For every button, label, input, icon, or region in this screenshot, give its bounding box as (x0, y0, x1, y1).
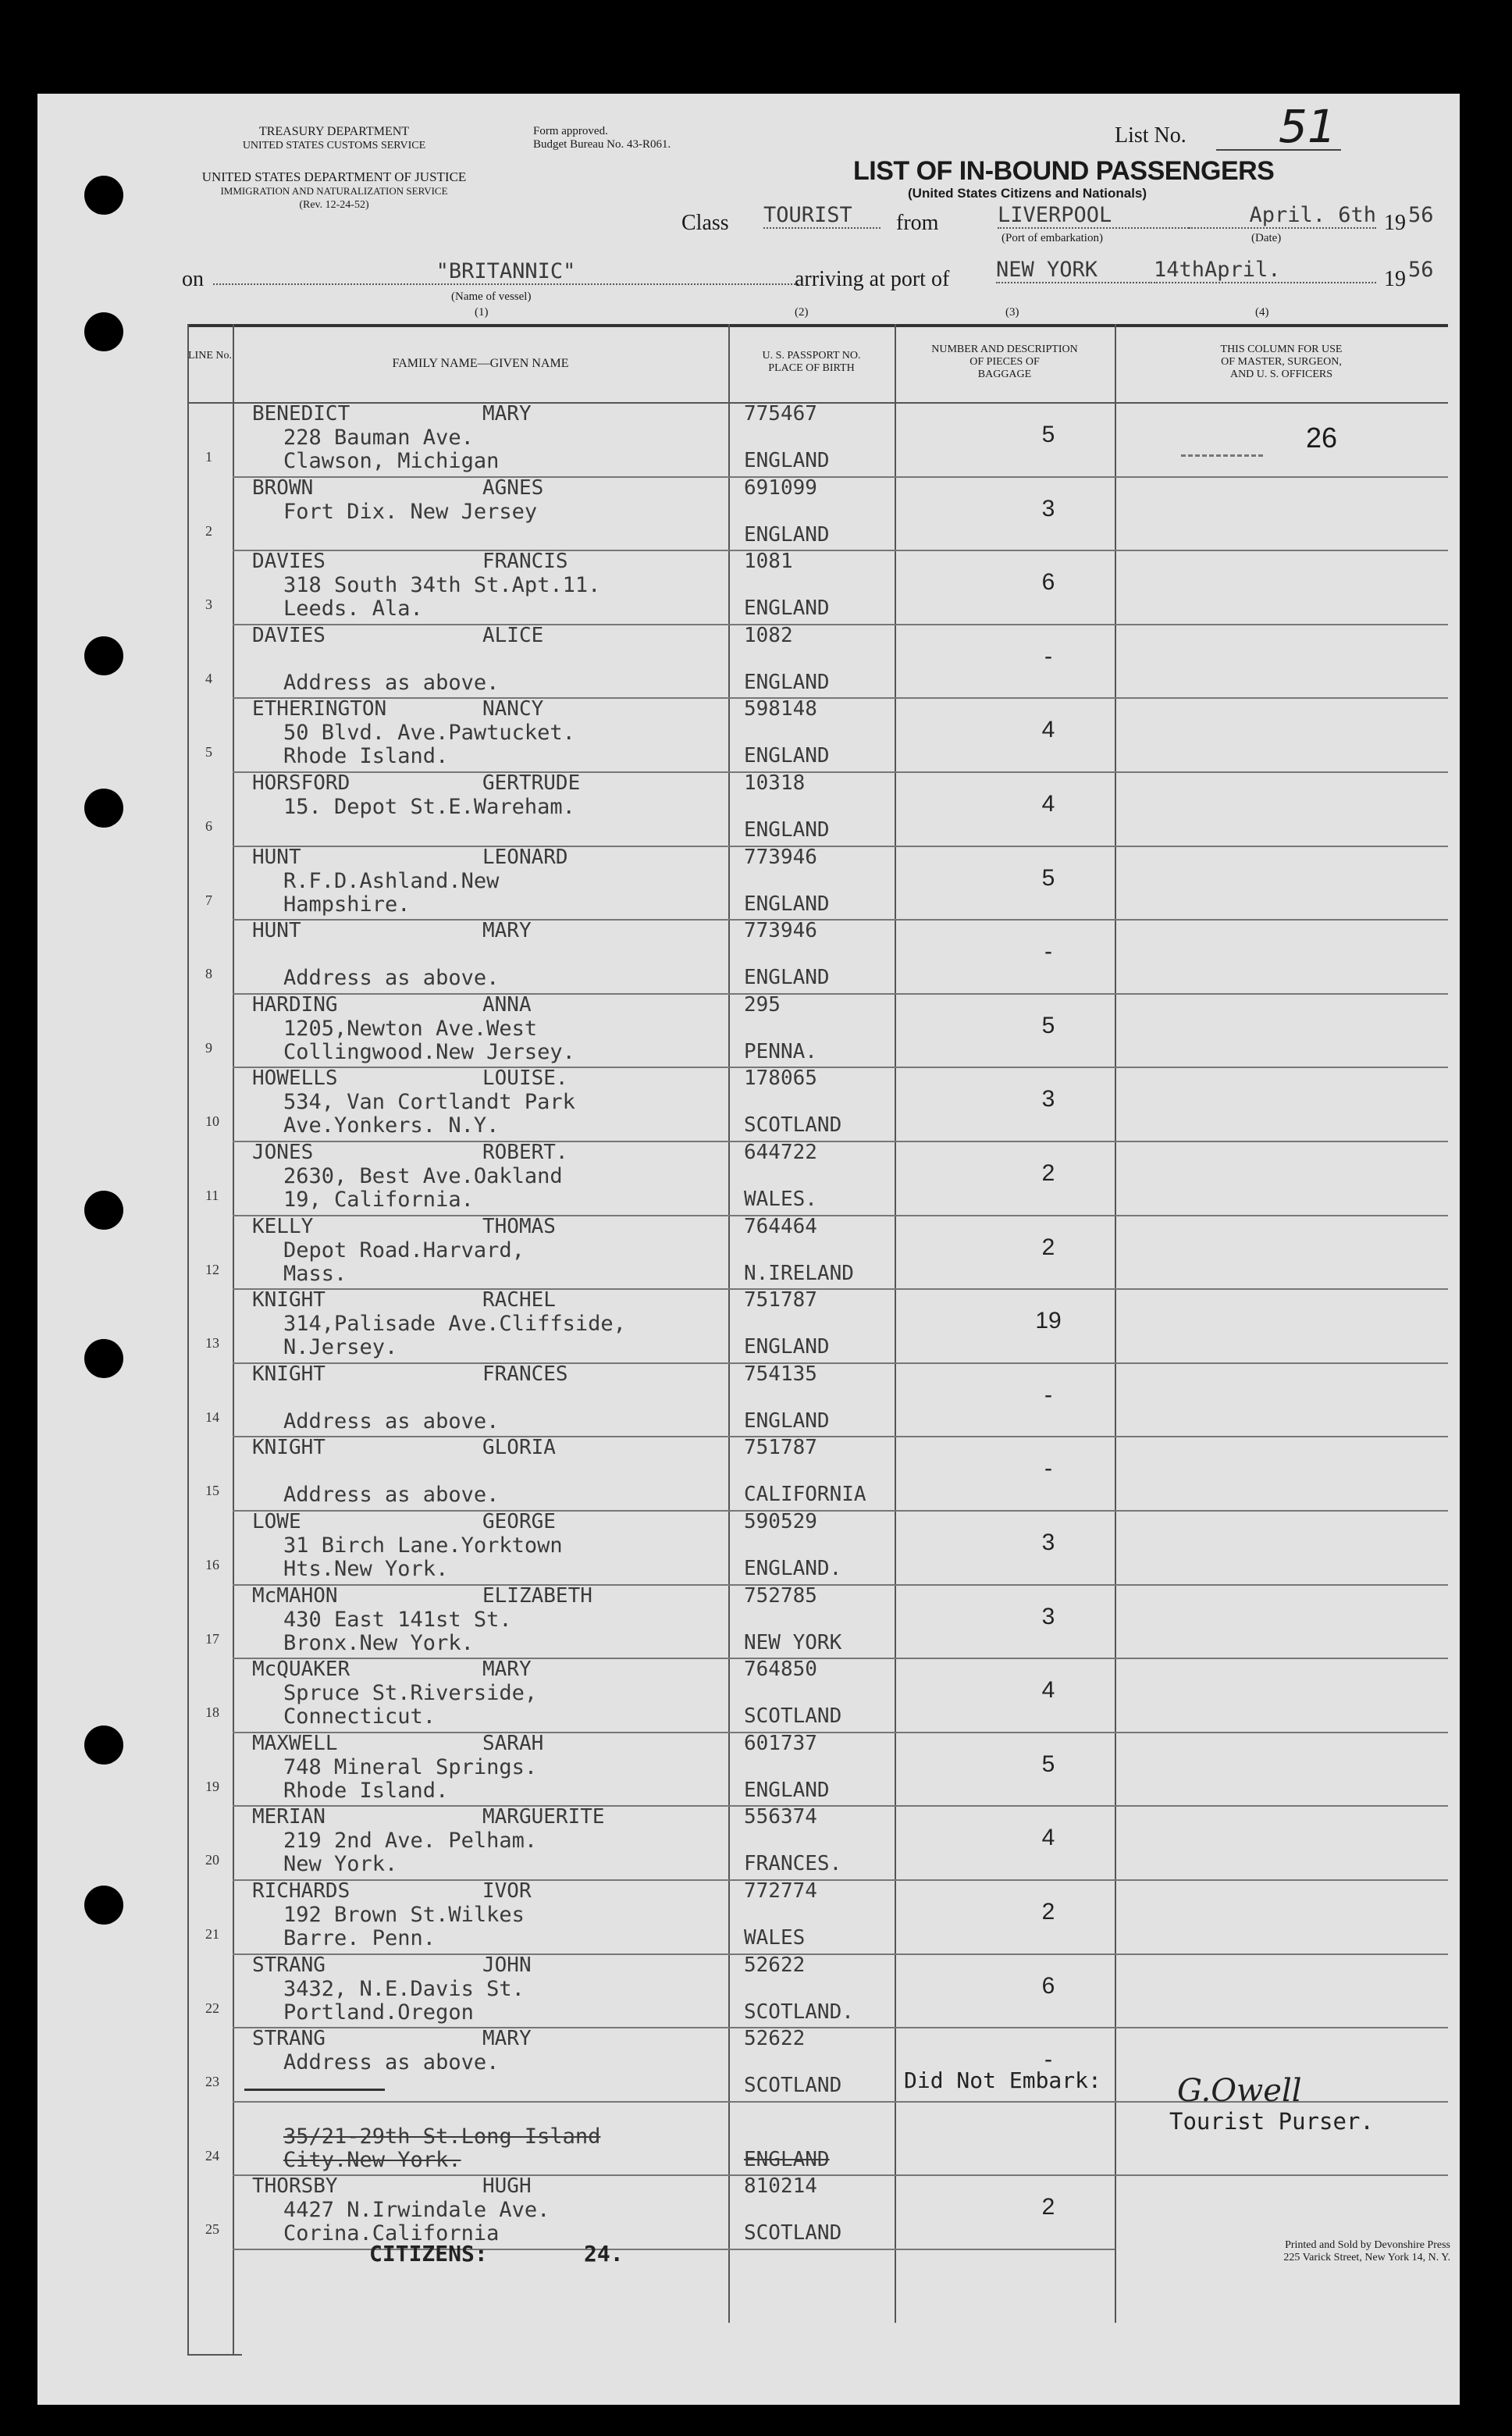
row-family-name: KNIGHT (252, 1362, 326, 1386)
row-place-of-birth: SCOTLAND. (744, 2000, 854, 2024)
row-place-of-birth: ENGLAND (744, 2147, 830, 2171)
row-address-line2: Corina.California (283, 2221, 500, 2246)
punch-hole (84, 1339, 123, 1378)
row-address-line2: Connecticut. (283, 1704, 436, 1729)
row-line-number: 10 (205, 1113, 219, 1130)
row-line-number: 3 (205, 597, 212, 613)
year-prefix-2: 19 (1384, 267, 1406, 291)
row-place-of-birth: ENGLAND (744, 522, 830, 547)
row-line-number: 21 (205, 1926, 219, 1942)
row-line-number: 6 (205, 818, 212, 834)
row-address-line1: 31 Birch Lane.Yorktown (283, 1533, 563, 1558)
row-given-name: RACHEL (482, 1288, 556, 1312)
row-address-line1: 3432, N.E.Davis St. (283, 1976, 525, 2001)
row-address-line2: Rhode Island. (283, 1778, 449, 1803)
row-baggage-count: 5 (1041, 1750, 1055, 1777)
row-line-number: 5 (205, 744, 212, 760)
row-line-number: 23 (205, 2074, 219, 2090)
row-baggage-count: 6 (1041, 569, 1055, 596)
row-baggage-count: - (1044, 643, 1052, 669)
row-place-of-birth: ENGLAND (744, 449, 830, 472)
row-line-number: 11 (205, 1188, 219, 1203)
row-line-number: 22 (205, 2000, 219, 2016)
row-line-number: 15 (205, 1483, 219, 1499)
row-divider (233, 2174, 1448, 2176)
row-divider (233, 1436, 1448, 1437)
date-caption: (Date) (1251, 232, 1282, 244)
from-label: from (896, 211, 939, 235)
row-divider (233, 1362, 1448, 1364)
row-family-name: McQUAKER (252, 1658, 350, 1682)
row-given-name: FRANCIS (482, 550, 568, 574)
row-given-name: JOHN (482, 1953, 532, 1977)
row-address-line2: Portland.Oregon (283, 2000, 474, 2025)
row-place-of-birth: ENGLAND (744, 597, 830, 621)
row-line-number: 12 (205, 1261, 219, 1277)
row-baggage-count: 2 (1041, 1899, 1055, 1925)
row-address-line1: Spruce St.Riverside, (283, 1681, 538, 1706)
year-prefix-1: 19 (1384, 211, 1406, 235)
row-place-of-birth: ENGLAND (744, 670, 830, 694)
row-given-name: ALICE (482, 623, 544, 647)
row-passport-number: 556374 (744, 1805, 817, 1829)
punch-hole (84, 1886, 123, 1925)
row-divider (233, 1067, 1448, 1068)
col-head-passport-2: PLACE OF BIRTH (768, 362, 855, 374)
row-address-line2: Address as above. (283, 670, 500, 695)
row-given-name: MARY (482, 2027, 532, 2051)
row-family-name: KNIGHT (252, 1288, 326, 1312)
row-passport-number: 773946 (744, 845, 817, 869)
row-family-name: MERIAN (252, 1805, 326, 1829)
row-given-name: GERTRUDE (482, 771, 581, 795)
row-given-name: THOMAS (482, 1214, 556, 1238)
col2-num: (2) (795, 306, 809, 319)
row-place-of-birth: ENGLAND (744, 744, 830, 768)
arriving-label: arriving at port of (795, 267, 950, 291)
row-family-name: RICHARDS (252, 1879, 350, 1903)
row-divider (233, 1805, 1448, 1807)
row-address-line1: Fort Dix. New Jersey (283, 499, 538, 524)
row-address-line2: Hampshire. (283, 892, 411, 917)
row-divider (233, 2249, 1115, 2250)
row-baggage-count: 2 (1041, 2194, 1055, 2221)
row-family-name: DAVIES (252, 623, 326, 647)
row-passport-number: 752785 (744, 1583, 817, 1608)
row-divider (233, 1732, 1448, 1733)
row-divider (233, 993, 1448, 995)
row-address-line2: Rhode Island. (283, 744, 449, 769)
row-divider (233, 846, 1448, 847)
row-baggage-count: - (1044, 938, 1052, 965)
row-passport-number: 590529 (744, 1510, 817, 1533)
row-family-name: BENEDICT (252, 402, 350, 426)
row-place-of-birth: ENGLAND (744, 1409, 830, 1433)
row-family-name: HARDING (252, 992, 338, 1017)
row-address-line2: Clawson, Michigan (283, 449, 500, 473)
row-given-name: IVOR (482, 1879, 532, 1903)
row-address-line1: Depot Road.Harvard, (283, 1238, 525, 1263)
row-address-line2: Hts.New York. (283, 1557, 449, 1581)
vessel-value: "BRITANNIC" (213, 259, 799, 285)
row-baggage-count: 2 (1041, 1160, 1055, 1186)
form-title: LIST OF IN-BOUND PASSENGERS (853, 156, 1275, 186)
row-divider (233, 476, 1448, 478)
row-line-number: 17 (205, 1630, 219, 1647)
row-divider (233, 1141, 1448, 1142)
row-passport-number: 810214 (744, 2174, 817, 2199)
row-baggage-count: 4 (1041, 1825, 1055, 1851)
row-passport-number: 178065 (744, 1067, 817, 1091)
row-place-of-birth: PENNA. (744, 1039, 817, 1063)
row-divider (233, 771, 1448, 773)
row-passport-number: 10318 (744, 771, 806, 795)
row-line-number: 9 (205, 1039, 212, 1056)
printer-line1: Printed and Sold by Devonshire Press (1285, 2239, 1450, 2251)
row-place-of-birth: WALES. (744, 1188, 817, 1211)
row-family-name: McMAHON (252, 1583, 338, 1608)
row-family-name: STRANG (252, 1953, 326, 1977)
row-address-line1: 748 Mineral Springs. (283, 1754, 538, 1779)
col-head-passport-1: U. S. PASSPORT NO. (762, 350, 861, 361)
row-address-line1: 15. Depot St.E.Wareham. (283, 795, 575, 819)
printer-line2: 225 Varick Street, New York 14, N. Y. (1283, 2252, 1450, 2263)
justice-line3: (Rev. 12-24-52) (299, 199, 369, 211)
row-passport-number: 1082 (744, 623, 793, 647)
row-baggage-count: - (1044, 2046, 1052, 2073)
col-head-baggage-2: OF PIECES OF (969, 356, 1040, 368)
row-address-line2: Collingwood.New Jersey. (283, 1039, 575, 1064)
from-value: LIVERPOOL (998, 203, 1189, 229)
row-given-name: LOUISE. (482, 1067, 568, 1091)
row-address-line2: New York. (283, 1852, 398, 1877)
row-passport-number: 691099 (744, 475, 817, 500)
dept-header (217, 125, 451, 153)
row-address-line1: 228 Bauman Ave. (283, 426, 474, 450)
col4-num: (4) (1255, 306, 1269, 319)
row-baggage-count: 5 (1041, 422, 1055, 447)
arrival-port: NEW YORK (996, 258, 1152, 283)
row-given-name: MARGUERITE (482, 1805, 605, 1829)
row-divider (233, 550, 1448, 551)
row-address-line2: Address as above. (283, 1483, 500, 1508)
row-address-line2: N.Jersey. (283, 1335, 398, 1360)
list-no-value: 51 (1279, 100, 1336, 153)
row-passport-number: 773946 (744, 919, 817, 943)
row-family-name: KELLY (252, 1214, 314, 1238)
form-approved-line1: Form approved. (533, 125, 608, 137)
col-head-baggage-1: NUMBER AND DESCRIPTION (931, 344, 1078, 355)
row-given-name: ELIZABETH (482, 1583, 592, 1608)
row-baggage-count: 5 (1041, 864, 1055, 891)
row-given-name: MARY (482, 402, 532, 426)
row-baggage-count: 4 (1041, 717, 1055, 743)
row-given-name: MARY (482, 919, 532, 943)
row-given-name: LEONARD (482, 845, 568, 869)
row-family-name: BROWN (252, 475, 314, 500)
row-baggage-count: 3 (1041, 1530, 1055, 1555)
row-place-of-birth: ENGLAND (744, 818, 830, 842)
row-line-number: 7 (205, 892, 212, 908)
row-place-of-birth: SCOTLAND (744, 2074, 842, 2098)
row-family-name: DAVIES (252, 550, 326, 574)
row-baggage-count: 2 (1041, 1234, 1055, 1260)
punch-hole (84, 1726, 123, 1765)
printer-credit (1099, 2239, 1450, 2264)
on-label: on (182, 267, 204, 291)
row-address-line2: Bronx.New York. (283, 1630, 474, 1655)
row-place-of-birth: SCOTLAND (744, 1113, 842, 1138)
row-address-line2: Leeds. Ala. (283, 597, 423, 621)
row-place-of-birth: NEW YORK (744, 1630, 842, 1654)
row-divider (233, 624, 1448, 625)
col-head-baggage (895, 344, 1115, 381)
row-passport-number: 644722 (744, 1141, 817, 1164)
col-head-officers-2: OF MASTER, SURGEON, (1221, 356, 1342, 368)
row-passport-number: 751787 (744, 1436, 817, 1460)
row-passport-number: 764850 (744, 1658, 817, 1682)
row-place-of-birth: CALIFORNIA (744, 1483, 866, 1507)
row-address-line1: 35/21-29th St.Long Island (283, 2124, 601, 2149)
row-place-of-birth: ENGLAND. (744, 1557, 842, 1580)
class-value: TOURIST (763, 203, 881, 229)
row-address-line1: 318 South 34th St.Apt.11. (283, 573, 601, 598)
row-baggage-count: 3 (1041, 1603, 1055, 1629)
row-divider (233, 919, 1448, 921)
form-approved (533, 125, 671, 151)
punch-hole (84, 636, 123, 675)
row-address-line1: 1205,Newton Ave.West (283, 1016, 538, 1041)
row-address-line2: Barre. Penn. (283, 1926, 436, 1950)
row-passport-number: 52622 (744, 2027, 806, 2051)
row-baggage-count: 3 (1041, 1086, 1055, 1113)
did-not-embark: Did Not Embark: (904, 2067, 1101, 2093)
row-line-number: 24 (205, 2147, 219, 2164)
row-given-name: GEORGE (482, 1510, 556, 1533)
row-baggage-count: 5 (1041, 1012, 1055, 1038)
row-passport-number: 775467 (744, 402, 817, 426)
arrival-date: 14thApril. (1154, 258, 1376, 283)
row-address-line2: City.New York. (283, 2147, 461, 2172)
col3-num: (3) (1005, 306, 1019, 319)
row-family-name: JONES (252, 1141, 314, 1164)
row-place-of-birth: WALES (744, 1926, 806, 1950)
row-given-name: ANNA (482, 992, 532, 1017)
row-divider (233, 1658, 1448, 1659)
row-address-line2: Ave.Yonkers. N.Y. (283, 1113, 500, 1138)
col-head-baggage-3: BAGGAGE (977, 369, 1032, 380)
row-place-of-birth: FRANCES. (744, 1852, 842, 1876)
purser-signature: G.Owell (1177, 2073, 1302, 2109)
row-given-name: ROBERT. (482, 1141, 568, 1164)
row-family-name: MAXWELL (252, 1731, 338, 1755)
list-no-label: List No. (1115, 123, 1186, 148)
justice-header (186, 170, 482, 212)
row-divider (233, 1215, 1448, 1216)
row-address-line1: 192 Brown St.Wilkes (283, 1903, 525, 1927)
punch-hole (84, 789, 123, 828)
row-family-name: HOWELLS (252, 1067, 338, 1091)
punch-hole (84, 312, 123, 351)
year-1: 56 (1408, 203, 1434, 227)
col-head-officers (1115, 344, 1448, 381)
row-divider (233, 1584, 1448, 1586)
row-passport-number: 751787 (744, 1288, 817, 1312)
row-family-name: HORSFORD (252, 771, 350, 795)
class-label: Class (681, 211, 729, 235)
officer-mark: 26 (1306, 422, 1338, 454)
row-passport-number: 764464 (744, 1214, 817, 1238)
row-divider (233, 697, 1448, 699)
row-passport-number: 52622 (744, 1953, 806, 1977)
row-address-line1: 534, Van Cortlandt Park (283, 1090, 575, 1115)
vessel-caption: (Name of vessel) (451, 290, 532, 303)
row-family-name: THORSBY (252, 2174, 338, 2199)
row-given-name: NANCY (482, 697, 544, 721)
purser-label: Tourist Purser. (1169, 2108, 1374, 2135)
row-line-number: 8 (205, 966, 212, 982)
row-address-line1: 430 East 141st St. (283, 1607, 512, 1632)
row-place-of-birth: SCOTLAND (744, 1704, 842, 1729)
row-address-line1: 4427 N.Irwindale Ave. (283, 2198, 550, 2223)
row-line-number: 4 (205, 670, 212, 686)
row-line-number: 16 (205, 1557, 219, 1572)
row-baggage-count: 4 (1041, 1677, 1055, 1704)
row-line-number: 1 (205, 449, 212, 465)
form-approved-line2: Budget Bureau No. 43-R061. (533, 138, 671, 151)
punch-hole (84, 176, 123, 215)
row-family-name: LOWE (252, 1510, 301, 1533)
row-address-line1: 219 2nd Ave. Pelham. (283, 1829, 538, 1854)
row-passport-number: 772774 (744, 1879, 817, 1903)
row-baggage-count: 19 (1035, 1308, 1062, 1334)
row-divider (233, 2027, 1448, 2028)
row-baggage-count: 4 (1041, 791, 1055, 817)
row-passport-number: 601737 (744, 1731, 817, 1755)
row-family-name: HUNT (252, 919, 301, 943)
row-given-name: SARAH (482, 1731, 544, 1755)
row-divider (233, 1288, 1448, 1290)
row-place-of-birth: ENGLAND (744, 1778, 830, 1802)
row-place-of-birth: N.IRELAND (744, 1261, 854, 1285)
col-head-officers-1: THIS COLUMN FOR USE (1220, 344, 1343, 355)
passenger-list-form (37, 94, 1460, 2405)
row-baggage-count: 3 (1041, 495, 1055, 522)
justice-line2: IMMIGRATION AND NATURALIZATION SERVICE (220, 185, 448, 197)
col-head-line-no: LINE No. (188, 350, 232, 361)
row-line-number: 14 (205, 1409, 219, 1425)
row-address-line1: Address as above. (283, 2050, 500, 2075)
row-place-of-birth: SCOTLAND (744, 2221, 842, 2245)
row-place-of-birth: ENGLAND (744, 1335, 830, 1359)
struck-name (244, 2089, 385, 2091)
dept-line1: TREASURY DEPARTMENT (258, 125, 410, 138)
row-baggage-count: - (1044, 1455, 1052, 1482)
row-address-line1: 2630, Best Ave.Oakland (283, 1164, 563, 1188)
row-line-number: 25 (205, 2221, 219, 2238)
row-line-number: 2 (205, 522, 212, 539)
row-line-number: 18 (205, 1704, 219, 1721)
date-value: April. 6th (1189, 203, 1376, 229)
row-passport-number: 754135 (744, 1362, 817, 1386)
form-subtitle: (United States Citizens and Nationals) (908, 186, 1147, 201)
row-address-line1: 314,Palisade Ave.Cliffside, (283, 1312, 626, 1337)
row-divider (233, 1510, 1448, 1512)
row-address-line1: R.F.D.Ashland.New (283, 868, 500, 893)
citizens-label: CITIZENS: (369, 2241, 488, 2267)
row-given-name: HUGH (482, 2174, 532, 2199)
row-address-line1: 50 Blvd. Ave.Pawtucket. (283, 721, 575, 746)
row-given-name: FRANCES (482, 1362, 568, 1386)
col-head-officers-3: AND U. S. OFFICERS (1229, 369, 1333, 380)
row-given-name: AGNES (482, 475, 544, 500)
row-divider (233, 1879, 1448, 1881)
col-head-passport (728, 350, 895, 375)
row-place-of-birth: ENGLAND (744, 966, 830, 990)
row-address-line2: Address as above. (283, 966, 500, 991)
vessel-col-num: (1) (475, 306, 489, 319)
row-address-line2: 19, California. (283, 1188, 474, 1212)
row-place-of-birth: ENGLAND (744, 892, 830, 916)
row-line-number: 19 (205, 1778, 219, 1794)
row-family-name: STRANG (252, 2027, 326, 2051)
row-line-number: 20 (205, 1852, 219, 1868)
row-passport-number: 295 (744, 992, 781, 1017)
row-baggage-count: - (1044, 1381, 1052, 1408)
dept-line2: UNITED STATES CUSTOMS SERVICE (242, 140, 426, 151)
year-2: 56 (1408, 258, 1434, 282)
row-passport-number: 1081 (744, 550, 793, 574)
row-given-name: MARY (482, 1658, 532, 1682)
row-family-name: KNIGHT (252, 1436, 326, 1460)
punch-hole (84, 1191, 123, 1230)
row-address-line2: Mass. (283, 1261, 347, 1286)
row-line-number: 13 (205, 1335, 219, 1352)
citizens-count: 24. (584, 2241, 624, 2267)
row-family-name: ETHERINGTON (252, 697, 387, 721)
row-baggage-count: 6 (1041, 1972, 1055, 1999)
row-given-name: GLORIA (482, 1436, 556, 1460)
row-divider (233, 1953, 1448, 1955)
justice-line1: UNITED STATES DEPARTMENT OF JUSTICE (201, 169, 467, 184)
embark-caption: (Port of embarkation) (1001, 232, 1103, 244)
row-passport-number: 598148 (744, 697, 817, 721)
row-family-name: HUNT (252, 845, 301, 869)
col-head-name: FAMILY NAME—GIVEN NAME (392, 357, 569, 370)
officer-dash-mark (1181, 454, 1263, 457)
row-address-line2: Address as above. (283, 1409, 500, 1433)
